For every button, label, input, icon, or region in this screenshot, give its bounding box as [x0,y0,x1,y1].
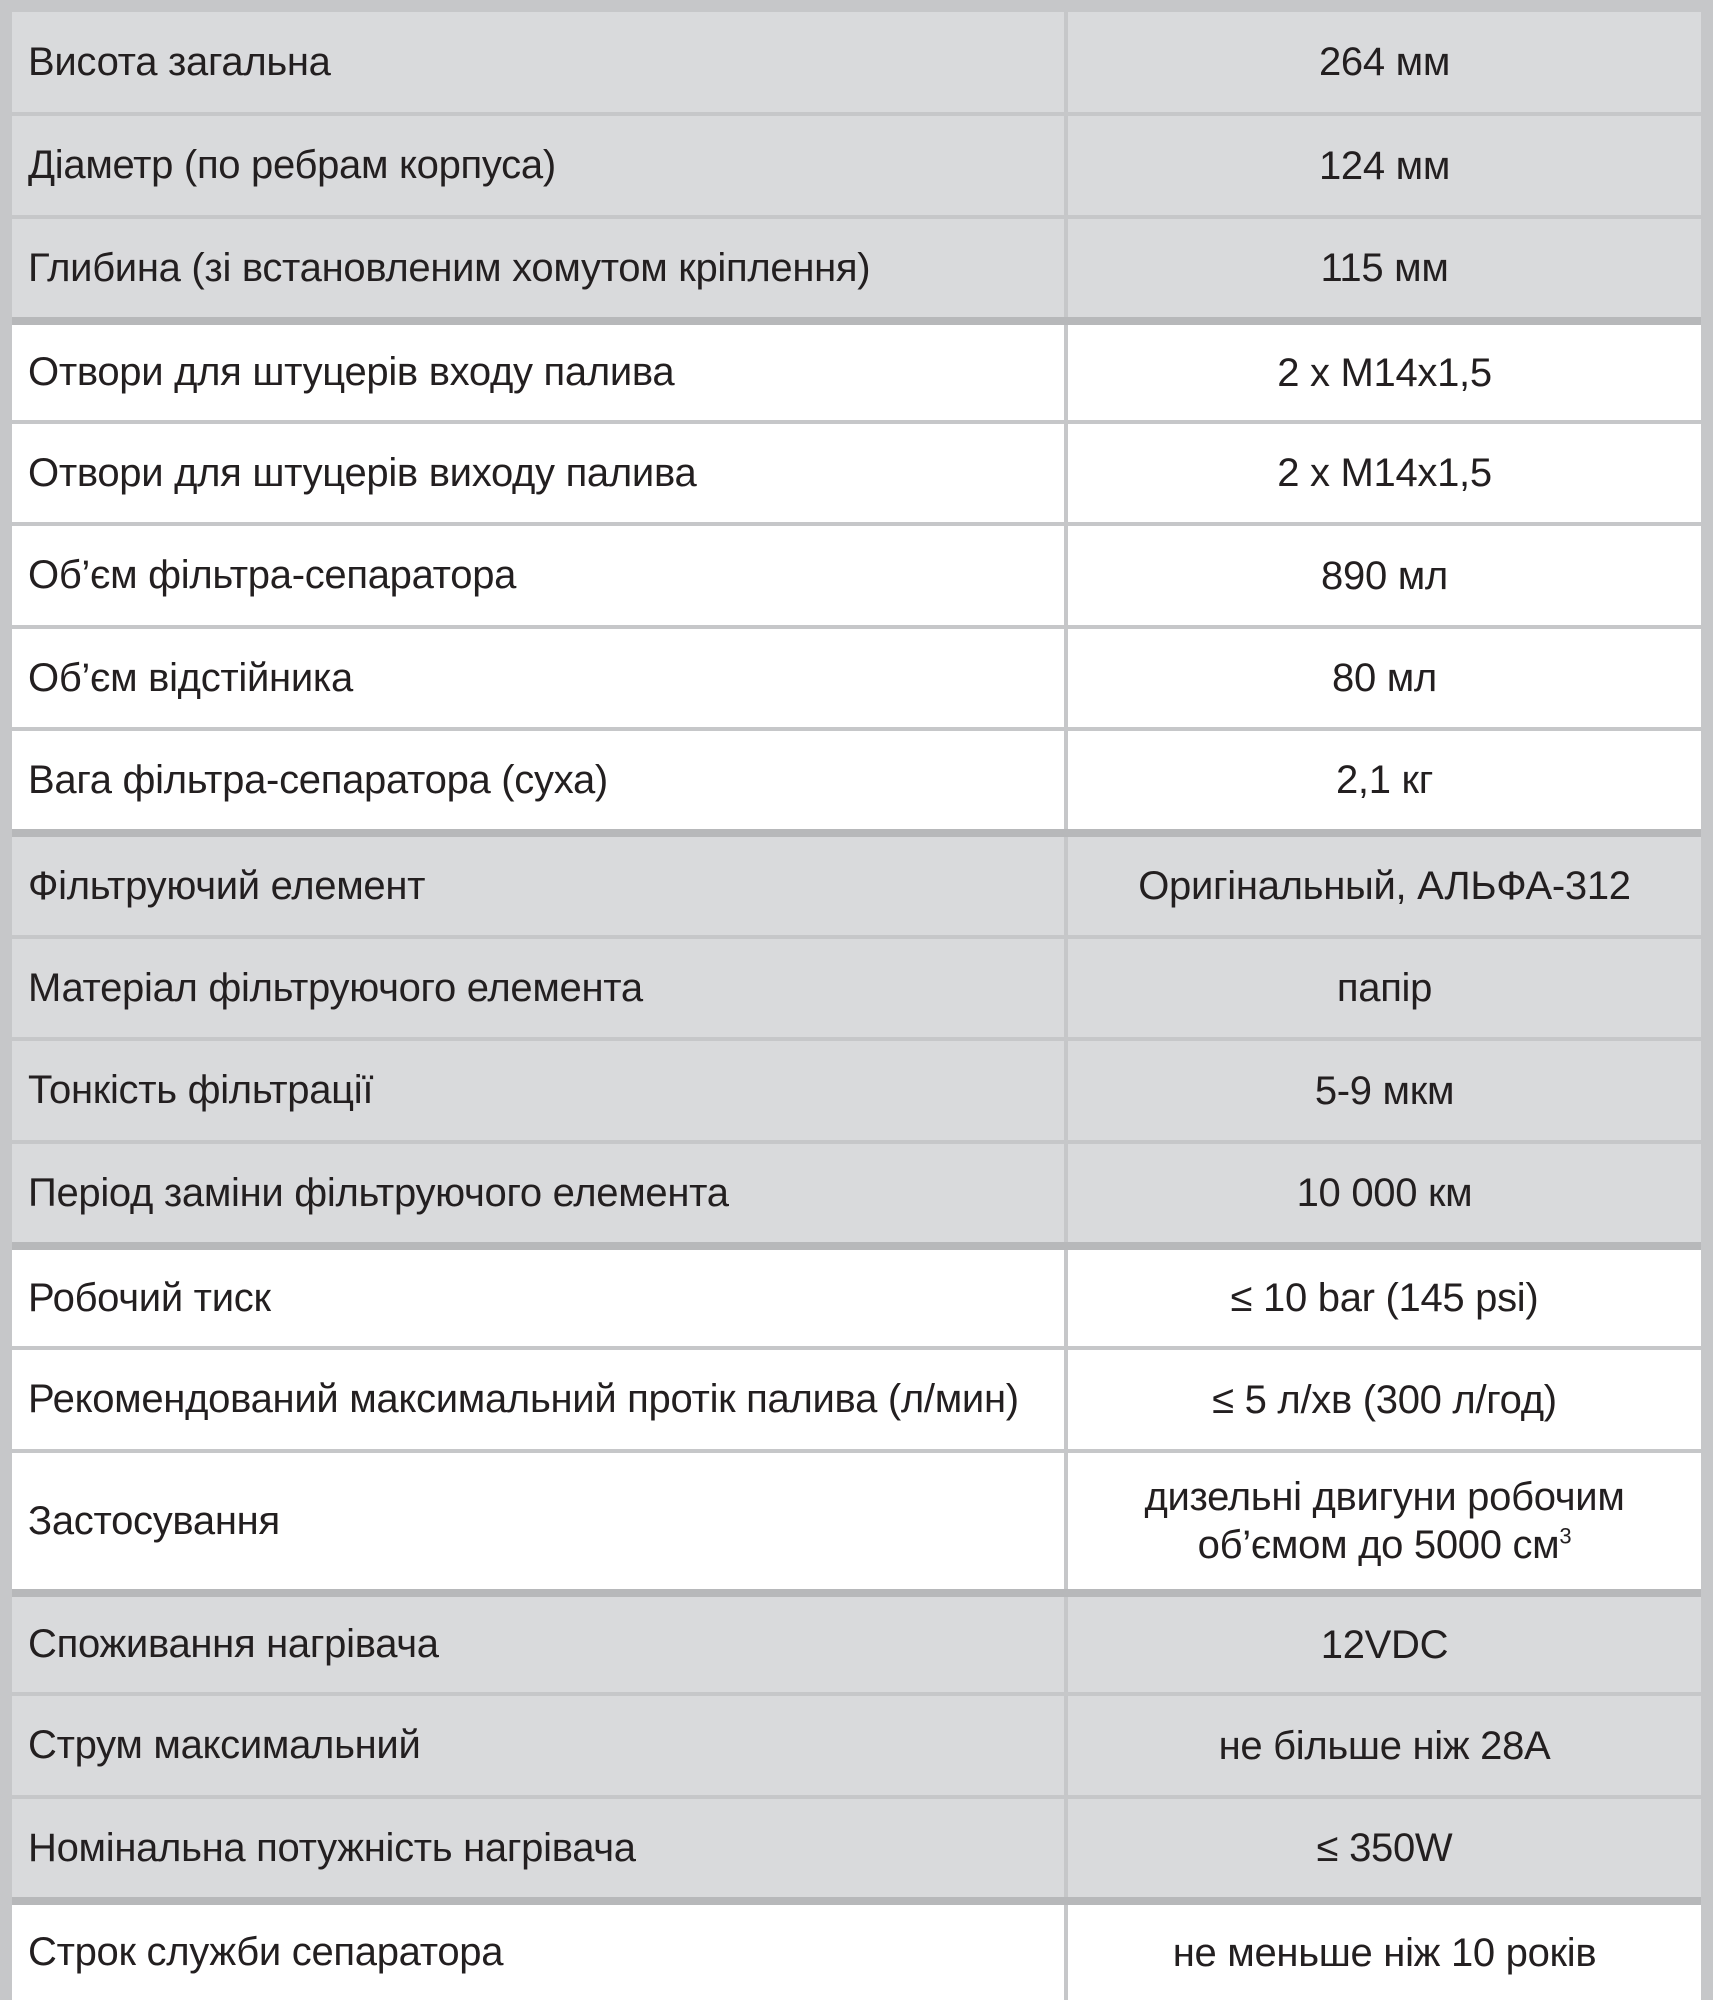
table-row [12,1140,1701,1242]
table-row [12,1037,1701,1140]
row-value: 2 х М14х1,5 [1068,325,1701,420]
table-row [12,829,1701,935]
row-value: не більше ніж 28А [1068,1696,1701,1795]
row-label: Глибина (зі встановленим хомутом кріплення) [12,219,1068,317]
row-label: Висота загальна [12,12,1068,112]
table-row [12,112,1701,215]
table-row [12,1346,1701,1449]
row-label: Об’єм фільтра-сепаратора [12,526,1068,625]
row-value-multiline [1068,1453,1701,1589]
value-line-2-text: об’ємом до 5000 см [1197,1523,1560,1567]
row-value: Оригінальный, АЛЬФА-312 [1068,837,1701,935]
table-row [12,1795,1701,1897]
row-label: Отвори для штуцерів виходу палива [12,424,1068,522]
row-value: 2 х М14х1,5 [1068,424,1701,522]
row-value: 80 мл [1068,629,1701,727]
row-value: 2,1 кг [1068,731,1701,829]
row-value: 124 мм [1068,116,1701,215]
row-value: ≤ 10 bar (145 psi) [1068,1250,1701,1346]
table-row [12,1242,1701,1346]
row-label: Застосування [12,1453,1068,1589]
row-value: не меньше ніж 10 років [1068,1905,1701,2000]
table-row [12,12,1701,112]
row-label: Номінальна потужність нагрівача [12,1799,1068,1897]
row-label: Струм максимальний [12,1696,1068,1795]
table-row [12,625,1701,727]
row-label: Споживання нагрівача [12,1597,1068,1692]
row-label: Вага фільтра-сепаратора (суха) [12,731,1068,829]
row-label: Робочий тиск [12,1250,1068,1346]
table-row [12,1449,1701,1589]
row-value: ≤ 350W [1068,1799,1701,1897]
row-value: 5-9 мкм [1068,1041,1701,1140]
row-value: папір [1068,939,1701,1037]
table-row [12,215,1701,317]
row-label: Отвори для штуцерів входу палива [12,325,1068,420]
row-value: 10 000 км [1068,1144,1701,1242]
table-row [12,522,1701,625]
row-label: Тонкість фільтрації [12,1041,1068,1140]
table-row [12,1897,1701,2000]
table-row [12,317,1701,420]
value-line-1: дизельні двигуни робочим [1144,1475,1625,1519]
row-label: Період заміни фільтруючого елемента [12,1144,1068,1242]
value-line-2 [1198,1521,1572,1569]
row-label: Об’єм відстійника [12,629,1068,727]
table-row [12,935,1701,1037]
row-value: 12VDC [1068,1597,1701,1692]
row-label: Рекомендований максимальний протік палива (л/мин) [12,1350,1068,1449]
table-row [12,420,1701,522]
row-label: Діаметр (по ребрам корпуса) [12,116,1068,215]
row-label: Фільтруючий елемент [12,837,1068,935]
row-label: Строк служби сепаратора [12,1905,1068,2000]
superscript: 3 [1559,1523,1572,1549]
row-value: ≤ 5 л/хв (300 л/год) [1068,1350,1701,1449]
row-value: 264 мм [1068,12,1701,112]
row-value: 890 мл [1068,526,1701,625]
table-row [12,1692,1701,1795]
spec-table [12,12,1701,1988]
table-row [12,727,1701,829]
row-label: Матеріал фільтруючого елемента [12,939,1068,1037]
table-row [12,1589,1701,1692]
row-value: 115 мм [1068,219,1701,317]
